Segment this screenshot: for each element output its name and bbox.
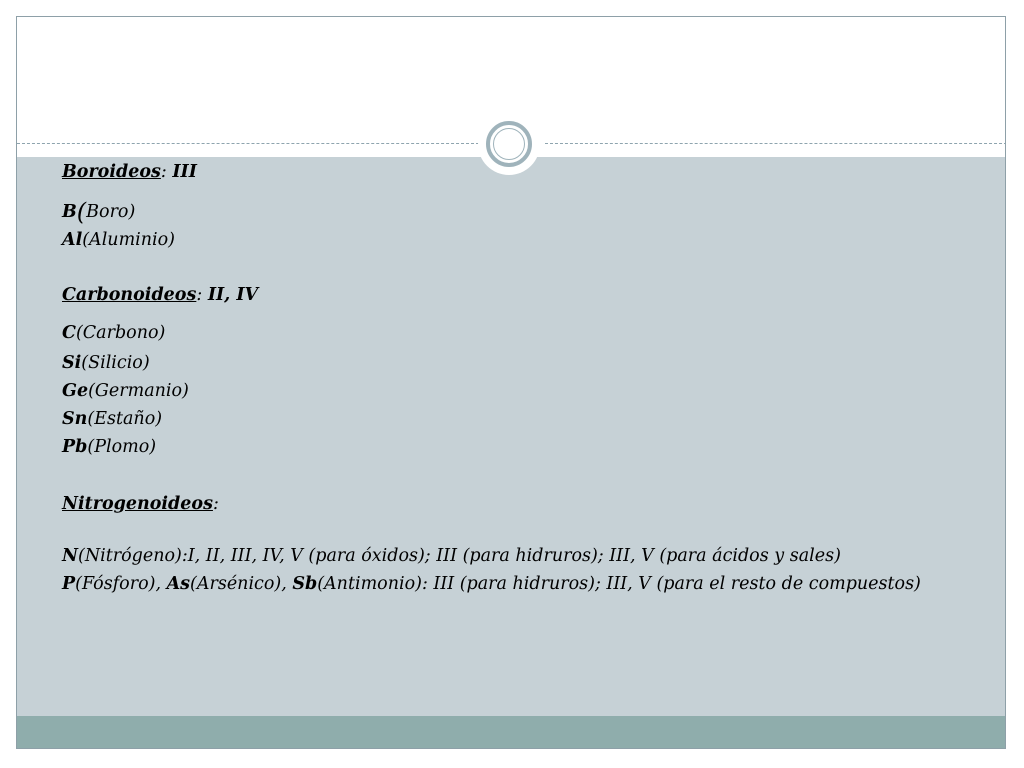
element-fosforo-arsenico-antimonio — [62, 573, 921, 595]
element-symbol: Ge — [62, 381, 89, 401]
element-symbol: Al — [62, 230, 83, 250]
carbonoideos-heading — [62, 284, 258, 306]
element-symbol: Pb — [62, 437, 88, 457]
dashed-divider-right — [545, 143, 1006, 144]
element-symbol: Si — [62, 353, 82, 373]
element-symbol: B — [62, 202, 77, 222]
nitrogenoideos-heading — [62, 493, 219, 515]
element-symbol-as: As — [166, 574, 191, 594]
element-valence-text-sb: (Antimonio): III (para hidruros); III, V (para el resto de compuestos) — [317, 574, 921, 594]
element-estano — [62, 408, 162, 430]
element-name-as: (Arsénico), — [190, 574, 293, 594]
element-symbol: Sn — [62, 409, 88, 429]
element-symbol: C — [62, 323, 76, 343]
element-name: (Plomo) — [87, 437, 157, 457]
nitrogenoideos-title: Nitrogenoideos — [62, 494, 213, 514]
boroideos-title: Boroideos — [62, 162, 161, 182]
element-germanio — [62, 380, 189, 402]
boroideos-valence: III — [172, 162, 197, 182]
element-boro — [62, 200, 135, 224]
element-symbol: N — [62, 546, 78, 566]
slide-frame — [16, 16, 1006, 749]
carbonoideos-title: Carbonoideos — [62, 285, 197, 305]
element-name: (Silicio) — [81, 353, 150, 373]
element-silicio — [62, 352, 150, 374]
element-symbol-sb: Sb — [292, 574, 318, 594]
element-name: (Carbono) — [75, 323, 166, 343]
element-name: Boro) — [86, 202, 136, 222]
element-name-p: (Fósforo), — [75, 574, 167, 594]
dashed-divider-left — [17, 143, 479, 144]
element-name: (Aluminio) — [82, 230, 175, 250]
boroideos-separator: : — [160, 162, 173, 182]
element-name: (Estaño) — [87, 409, 163, 429]
element-symbol-p: P — [62, 574, 76, 594]
element-valence-text: (Nitrógeno):I, II, III, IV, V (para óxidos); III (para hidruros); III, V (para ácidos y sales) — [78, 546, 841, 566]
slide-footer-band — [17, 716, 1005, 749]
nitrogenoideos-separator: : — [212, 494, 219, 514]
element-plomo — [62, 436, 156, 458]
element-name: (Germanio) — [88, 381, 189, 401]
boroideos-heading — [62, 161, 197, 183]
element-bracket: ( — [76, 198, 87, 226]
element-nitrogeno — [62, 545, 841, 567]
carbonoideos-valence: II, IV — [207, 285, 259, 305]
circle-ornament-inner-ring — [493, 128, 525, 160]
element-aluminio — [62, 229, 175, 251]
element-carbono — [62, 322, 165, 344]
carbonoideos-separator: : — [196, 285, 208, 305]
